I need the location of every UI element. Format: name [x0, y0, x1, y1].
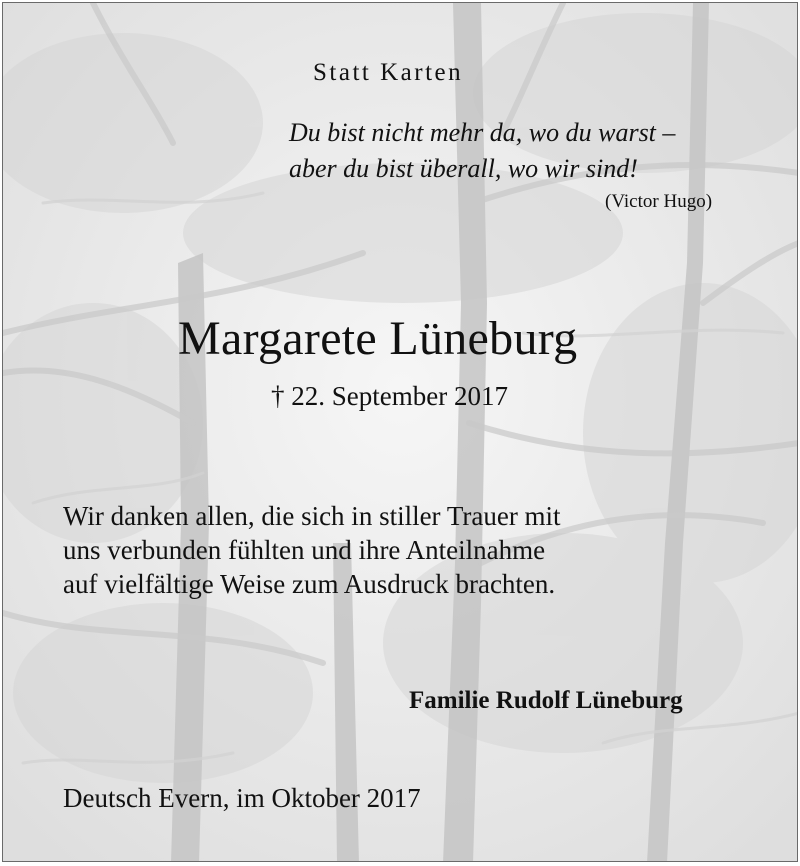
thanks-line: Wir danken allen, die sich in stiller Trauer mit — [63, 501, 561, 531]
deceased-name: Margarete Lüneburg — [178, 312, 578, 365]
place-and-date: Deutsch Evern, im Oktober 2017 — [63, 783, 421, 813]
quote-line: Du bist nicht mehr da, wo du warst – — [289, 118, 676, 147]
thanks-text — [63, 499, 561, 601]
mourning-notice-card — [2, 2, 798, 862]
death-date: † 22. September 2017 — [271, 381, 508, 411]
quote-author: (Victor Hugo) — [605, 191, 713, 212]
thanks-line: auf vielfältige Weise zum Ausdruck brachten. — [63, 569, 556, 599]
quote — [289, 115, 675, 187]
quote-line: aber du bist überall, wo wir sind! — [289, 154, 638, 183]
header-label: Statt Karten — [313, 59, 464, 86]
signature: Familie Rudolf Lüneburg — [409, 687, 683, 714]
thanks-line: uns verbunden fühlten und ihre Anteilnahme — [63, 535, 546, 565]
